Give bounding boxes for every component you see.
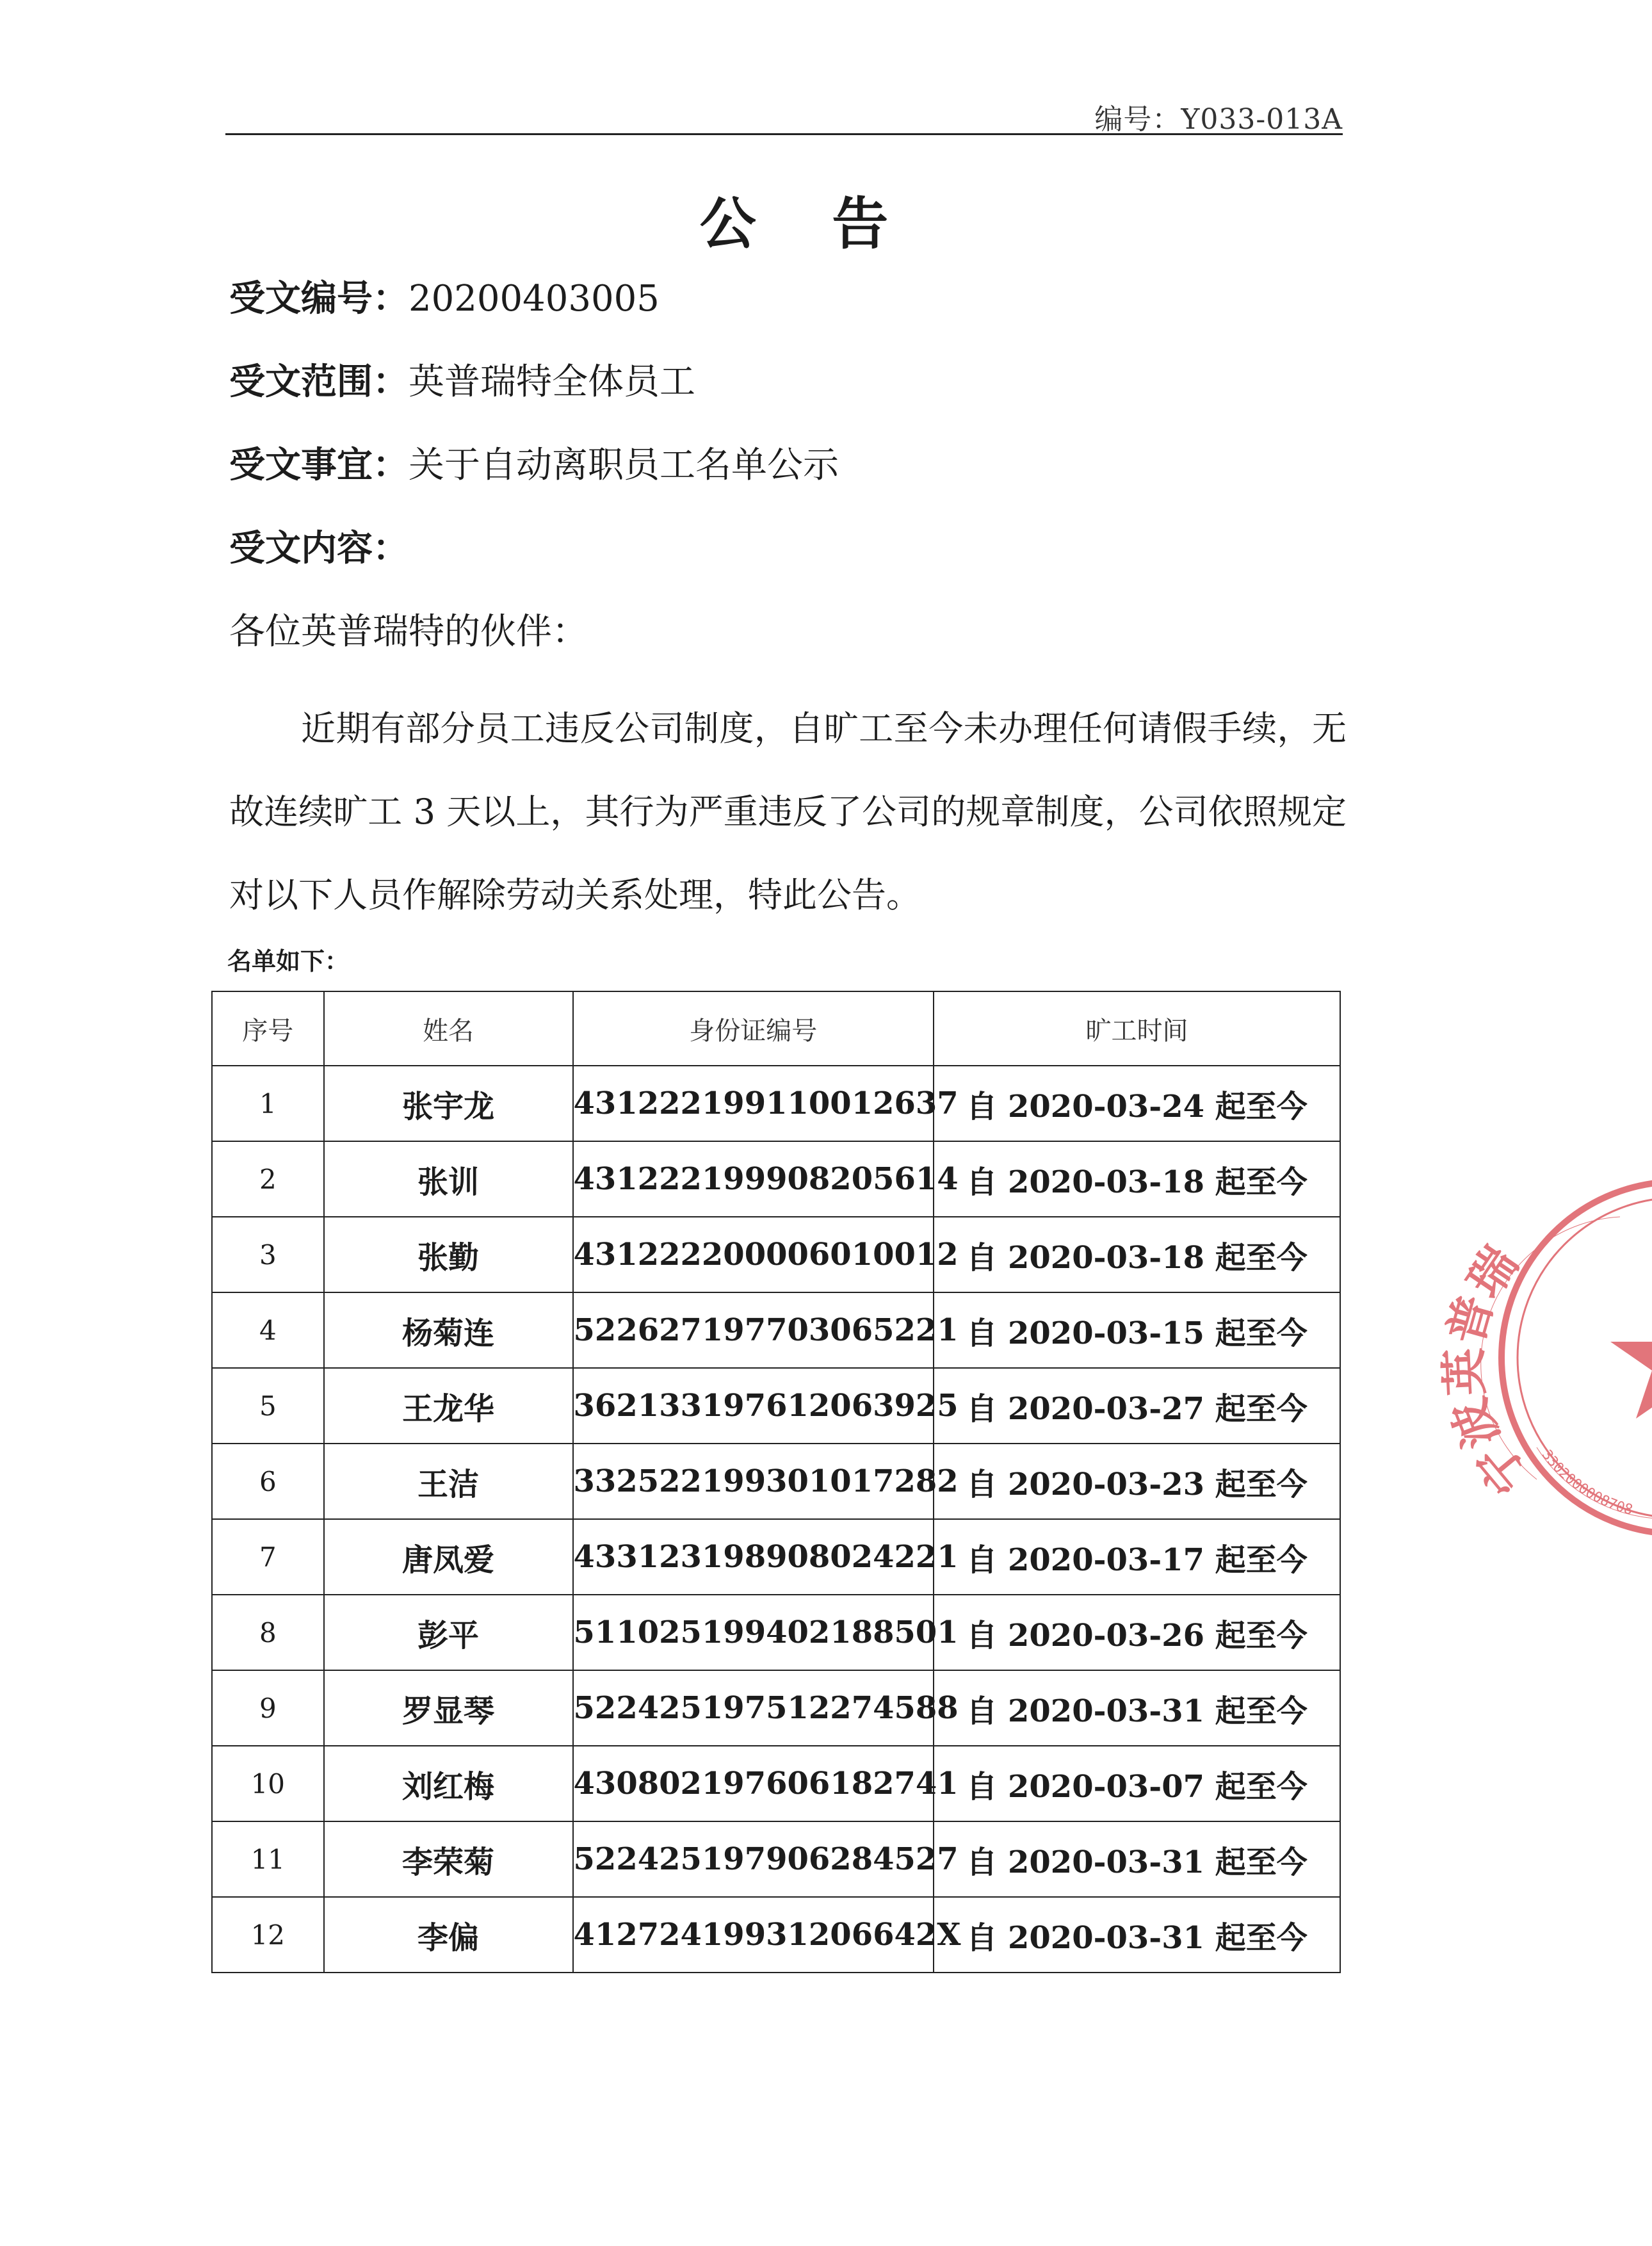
table-row [212,1821,1340,1897]
absence-period: 自 2020-03-31 起至今 [934,1897,1340,1973]
absence-period: 自 2020-03-18 起至今 [934,1217,1340,1292]
row-number: 11 [212,1821,324,1897]
absence-period: 自 2020-03-18 起至今 [934,1141,1340,1217]
absence-period: 自 2020-03-15 起至今 [934,1292,1340,1368]
absence-period: 自 2020-03-26 起至今 [934,1595,1340,1670]
field-label: 受文内容： [229,528,409,569]
doc-number: 编号：Y033-013A [1094,103,1343,136]
page-title: 公 告 [699,191,917,257]
seal-serial: 3302000008708 [1538,1447,1635,1519]
table-row [212,1444,1340,1519]
header-rule [225,133,1343,135]
row-number: 1 [212,1066,324,1141]
employee-name: 杨菊连 [324,1292,573,1368]
greeting: 各位英普瑞特的伙伴： [229,611,588,653]
row-number: 5 [212,1368,324,1444]
seal-text: 宁波英普瑞 [1436,1237,1539,1504]
table-row [212,1595,1340,1670]
column-header: 旷工时间 [934,991,1340,1066]
row-number: 8 [212,1595,324,1670]
table-row [212,1292,1340,1368]
absence-period: 自 2020-03-17 起至今 [934,1519,1340,1595]
table-header-row [212,991,1340,1066]
employee-name: 罗显琴 [324,1670,573,1746]
field-label: 受文事宜： [229,444,409,486]
id-number: 430802197606182741 [573,1746,934,1821]
row-number: 3 [212,1217,324,1292]
field-scope [229,360,695,405]
id-number: 431222199908205614 [573,1141,934,1217]
id-number: 522627197703065221 [573,1292,934,1368]
absence-period: 自 2020-03-31 起至今 [934,1670,1340,1746]
id-number: 433123198908024221 [573,1519,934,1595]
absence-period: 自 2020-03-24 起至今 [934,1066,1340,1141]
table-row [212,1519,1340,1595]
row-number: 4 [212,1292,324,1368]
employee-name: 王洁 [324,1444,573,1519]
row-number: 7 [212,1519,324,1595]
absence-period: 自 2020-03-31 起至今 [934,1821,1340,1897]
row-number: 9 [212,1670,324,1746]
table-row [212,1670,1340,1746]
field-subject [229,443,839,488]
row-number: 2 [212,1141,324,1217]
column-header: 身份证编号 [573,991,934,1066]
table-row [212,1368,1340,1444]
id-number: 332522199301017282 [573,1444,934,1519]
table-row [212,1141,1340,1217]
employee-name: 刘红梅 [324,1746,573,1821]
absence-period: 自 2020-03-07 起至今 [934,1746,1340,1821]
table-row [212,1897,1340,1973]
row-number: 12 [212,1897,324,1973]
table-body [212,1066,1340,1973]
id-number: 362133197612063925 [573,1368,934,1444]
employee-name: 张宇龙 [324,1066,573,1141]
id-number: 431222199110012637 [573,1066,934,1141]
row-number: 10 [212,1746,324,1821]
employee-name: 张训 [324,1141,573,1217]
id-number: 511025199402188501 [573,1595,934,1670]
id-number: 522425197906284527 [573,1821,934,1897]
field-number [229,277,660,321]
employee-name: 唐凤爱 [324,1519,573,1595]
employee-name: 李荣菊 [324,1821,573,1897]
field-value: 20200403005 [409,278,660,320]
body-paragraph: 近期有部分员工违反公司制度，自旷工至今未办理任何请假手续，无故连续旷工 3 天以上，其行为严重违反了公司的规章制度，公司依照规定对以下人员作解除劳动关系处理，特此公告。 [229,708,1347,915]
employee-name: 彭平 [324,1595,573,1670]
employee-name: 张勤 [324,1217,573,1292]
column-header: 序号 [212,991,324,1066]
field-value: 英普瑞特全体员工 [409,361,695,403]
table-row [212,1746,1340,1821]
absence-period: 自 2020-03-23 起至今 [934,1444,1340,1519]
row-number: 6 [212,1444,324,1519]
employee-name: 王龙华 [324,1368,573,1444]
id-number: 522425197512274588 [573,1670,934,1746]
id-number: 431222200006010012 [573,1217,934,1292]
roster-table [211,991,1341,1973]
absence-period: 自 2020-03-27 起至今 [934,1368,1340,1444]
field-content [229,526,409,571]
column-header: 姓名 [324,991,573,1066]
id-number: 41272419931206642X [573,1897,934,1973]
company-seal [1409,1146,1652,1595]
employee-name: 李偏 [324,1897,573,1973]
table-row [212,1217,1340,1292]
field-label: 受文范围： [229,361,409,403]
table-row [212,1066,1340,1141]
field-label: 受文编号： [229,278,409,320]
field-value: 关于自动离职员工名单公示 [409,444,839,486]
list-label: 名单如下： [227,947,350,975]
seal-star-icon [1610,1294,1652,1419]
